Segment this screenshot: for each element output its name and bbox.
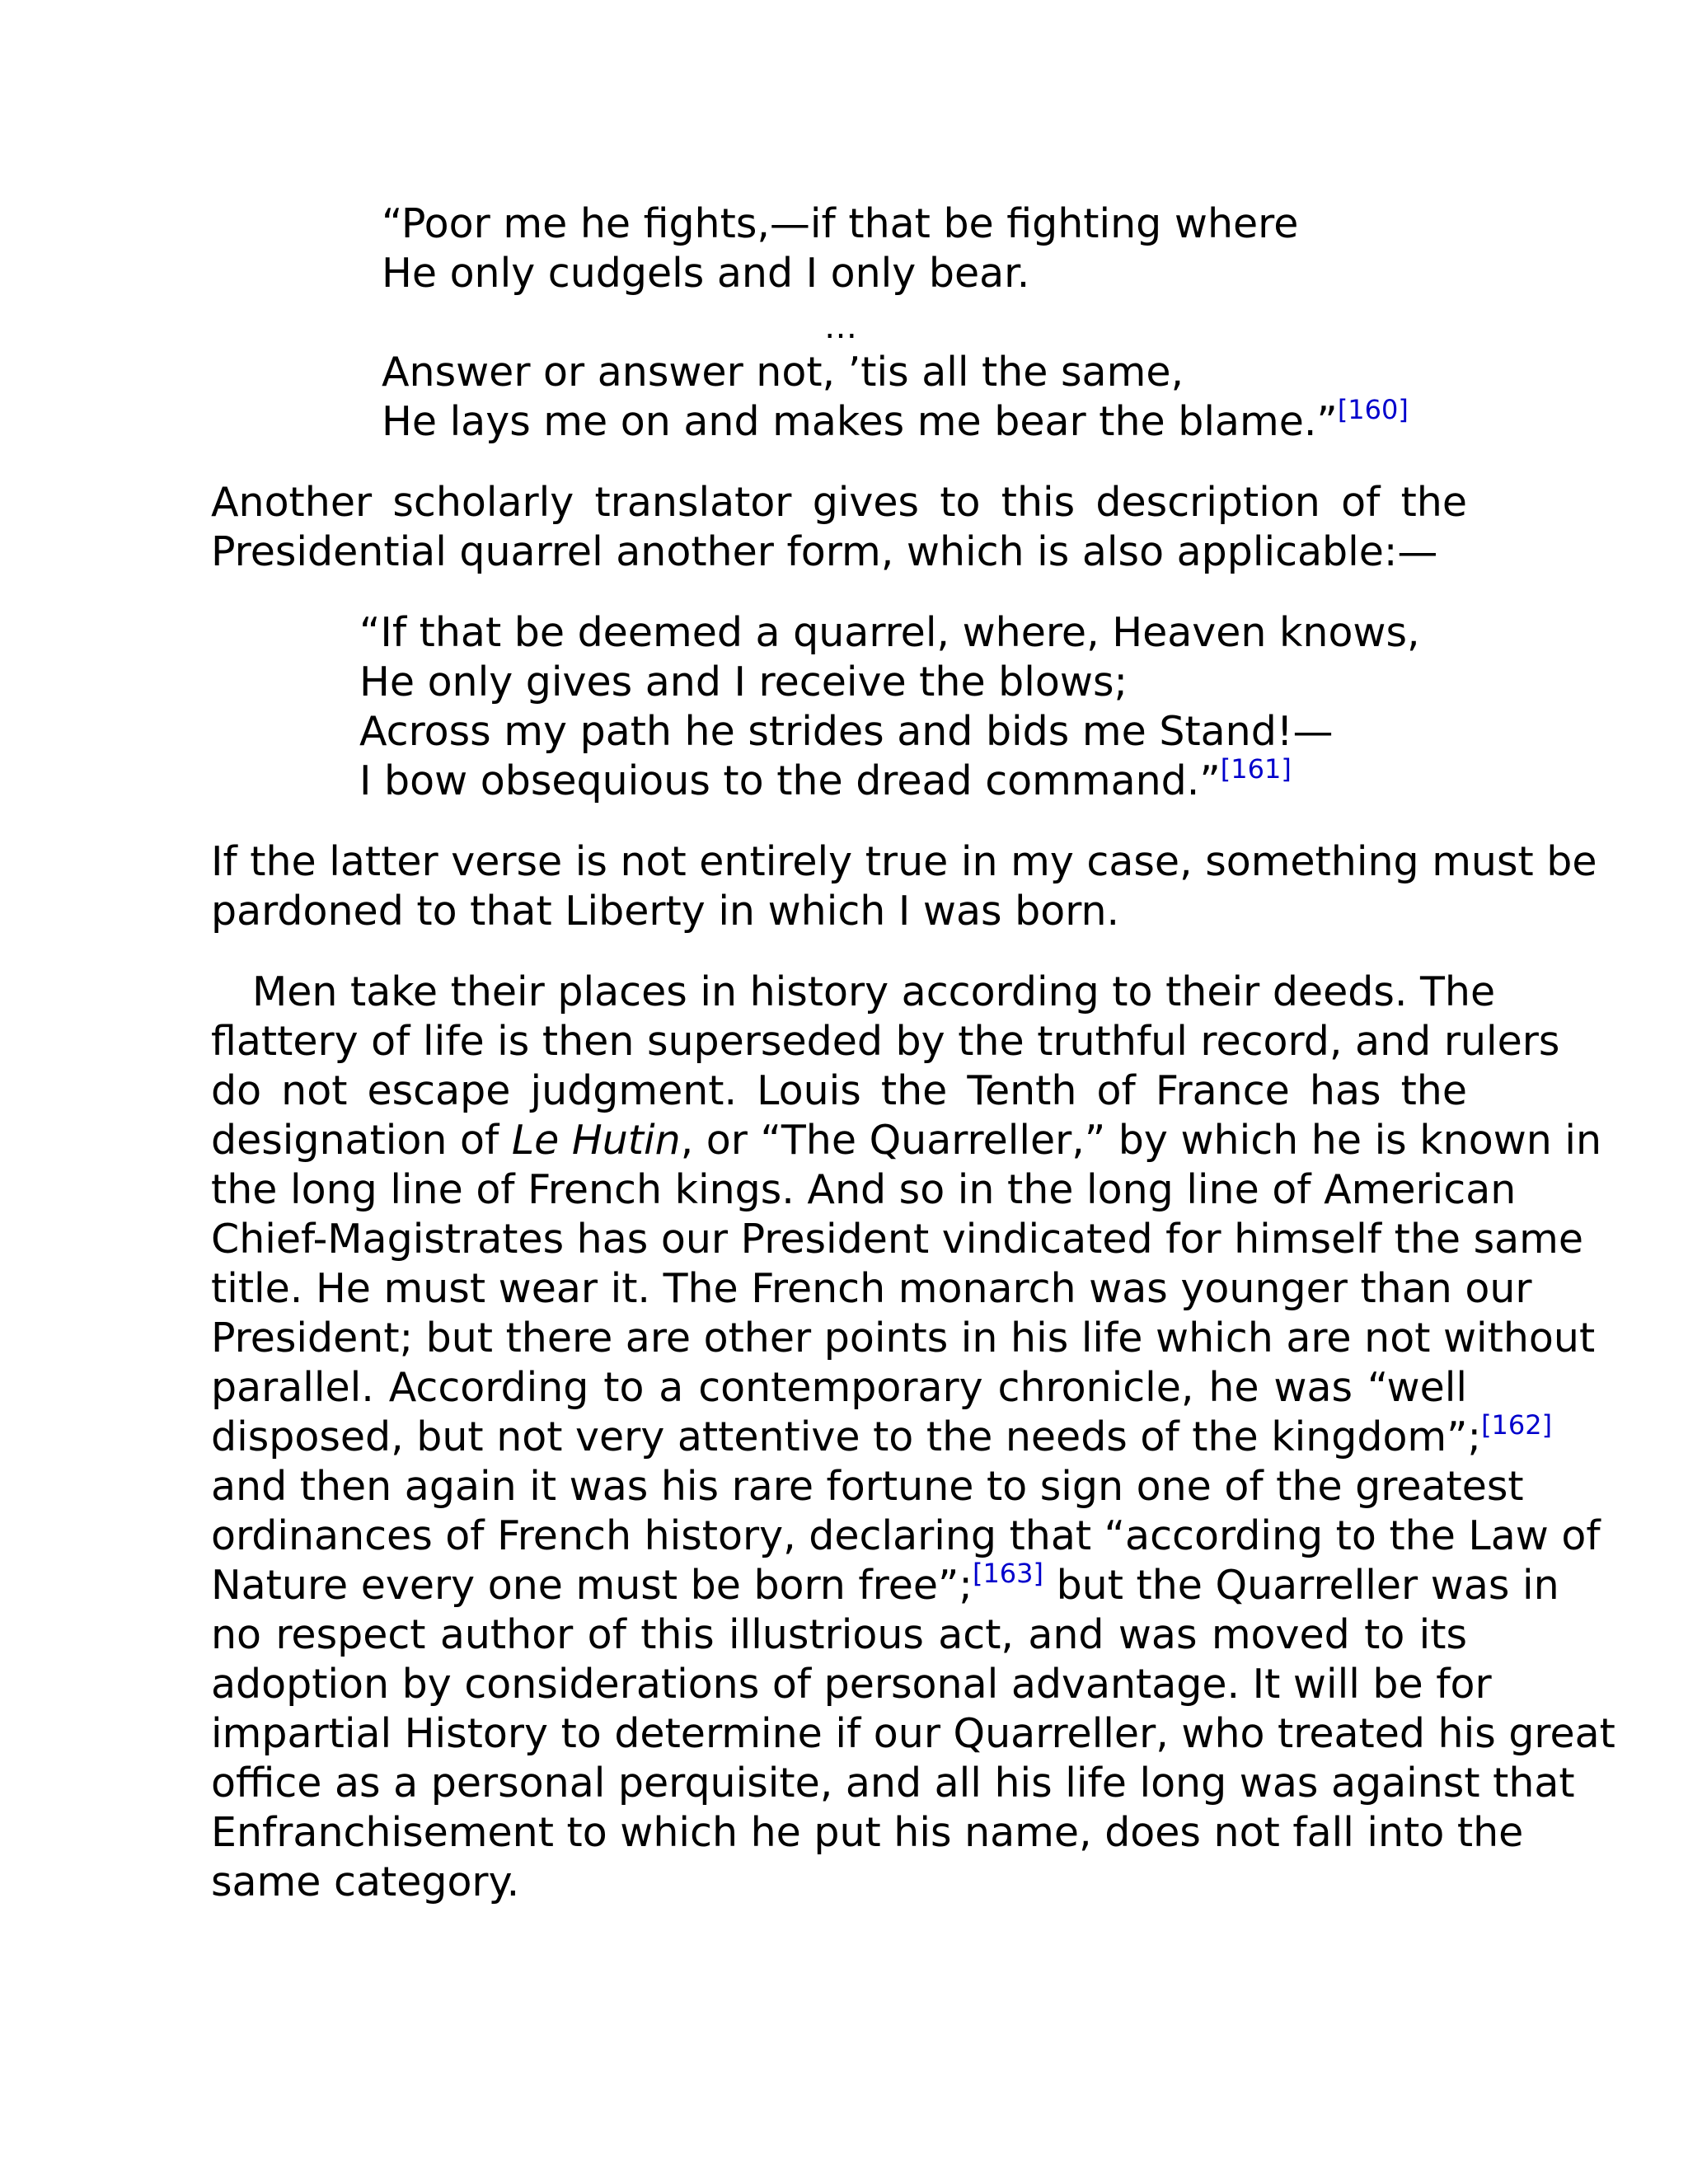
paragraph-line: office as a personal perquisite, and all his life long was against that — [211, 1760, 1575, 1807]
verse-line: He only cudgels and I only bear. — [382, 250, 1030, 297]
footnote-link-160[interactable]: [160] — [1337, 394, 1409, 425]
verse-line — [359, 753, 1292, 806]
paragraph-line: no respect author of this illustrious act, and was moved to its — [211, 1611, 1467, 1658]
paragraph-line: pardoned to that Liberty in which I was born. — [211, 888, 1120, 935]
paragraph-line: adoption by considerations of personal advantage. It will be for — [211, 1661, 1492, 1708]
paragraph-line — [211, 1409, 1553, 1462]
paragraph-line: the long line of French kings. And so in the long line of American — [211, 1166, 1517, 1213]
paragraph-line: parallel. According to a contemporary chronicle, he was “well — [211, 1364, 1467, 1411]
footnote-link-162[interactable]: [162] — [1481, 1409, 1553, 1441]
text-span: Nature every one must be born free”; — [211, 1562, 973, 1609]
paragraph-line — [211, 1116, 1602, 1165]
paragraph-line: If the latter verse is not entirely true in my case, something must be — [211, 838, 1597, 885]
paragraph-line: Another scholarly translator gives to this description of the — [211, 479, 1467, 526]
paragraph-line: Presidential quarrel another form, which is also applicable:— — [211, 528, 1438, 575]
verse-line: “Poor me he fights,—if that be fighting where — [382, 200, 1299, 247]
verse-line: Answer or answer not, ’tis all the same, — [382, 349, 1184, 396]
paragraph-line: impartial History to determine if our Quarreller, who treated his great — [211, 1710, 1615, 1757]
text-span: but the Quarreller was in — [1043, 1562, 1559, 1609]
paragraph-line: same category. — [211, 1858, 520, 1905]
verse-line — [382, 394, 1409, 447]
verse-line-text: I bow obsequious to the dread command.” — [359, 757, 1221, 804]
italic-title: Le Hutin — [511, 1117, 681, 1164]
paragraph-line: Enfranchisement to which he put his name, does not fall into the — [211, 1809, 1524, 1856]
paragraph-line: do not escape judgment. Louis the Tenth of France has the — [211, 1067, 1467, 1114]
verse-line: He only gives and I receive the blows; — [359, 658, 1128, 705]
paragraph-line: President; but there are other points in his life which are not without — [211, 1315, 1596, 1361]
verse-line-text: He lays me on and makes me bear the blame.” — [382, 398, 1338, 445]
verse-ellipsis: … — [824, 308, 857, 346]
text-span: , or “The Quarreller,” by which he is known in — [680, 1117, 1602, 1164]
footnote-link-163[interactable]: [163] — [972, 1558, 1043, 1589]
text-span: designation of — [211, 1117, 512, 1164]
paragraph-line: flattery of life is then superseded by the truthful record, and rulers — [211, 1018, 1560, 1065]
paragraph-line: and then again it was his rare fortune to sign one of the greatest — [211, 1463, 1524, 1510]
paragraph-line — [211, 1558, 1559, 1610]
verse-line: Across my path he strides and bids me Stand!— — [359, 708, 1334, 755]
paragraph-line: ordinances of French history, declaring that “according to the Law of — [211, 1512, 1601, 1559]
footnote-link-161[interactable]: [161] — [1220, 753, 1292, 785]
paragraph-line: Men take their places in history according to their deeds. The — [252, 968, 1496, 1015]
paragraph-line: title. He must wear it. The French monarch was younger than our — [211, 1265, 1532, 1312]
verse-line: “If that be deemed a quarrel, where, Heaven knows, — [359, 609, 1420, 656]
paragraph-line: Chief-Magistrates has our President vindicated for himself the same — [211, 1216, 1584, 1263]
text-span: disposed, but not very attentive to the needs of the kingdom”; — [211, 1413, 1482, 1460]
